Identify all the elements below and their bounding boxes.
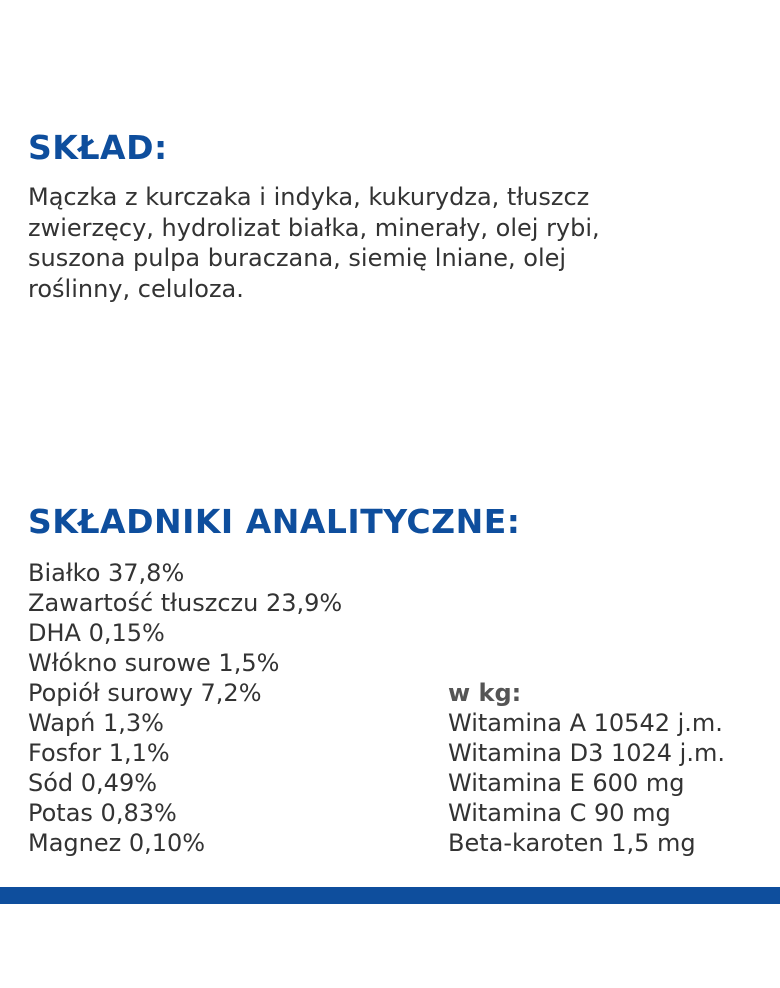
composition-heading: SKŁAD: xyxy=(28,128,168,167)
vitamin-item: Witamina A 10542 j.m. xyxy=(448,709,723,737)
composition-line: roślinny, celuloza. xyxy=(28,274,244,303)
vitamin-item: Witamina C 90 mg xyxy=(448,799,671,827)
nutrient-item: Sód 0,49% xyxy=(28,769,158,797)
nutrient-item: Wapń 1,3% xyxy=(28,709,164,737)
nutrient-item: Magnez 0,10% xyxy=(28,829,206,857)
nutrient-item: Zawartość tłuszczu 23,9% xyxy=(28,589,343,617)
nutrient-item: Popiół surowy 7,2% xyxy=(28,679,262,707)
composition-line: Mączka z kurczaka i indyka, kukurydza, tłuszcz xyxy=(28,183,590,211)
composition-text xyxy=(28,182,758,304)
nutrient-item: Fosfor 1,1% xyxy=(28,739,170,767)
nutrient-item: Białko 37,8% xyxy=(28,559,185,587)
composition-line: suszona pulpa buraczana, siemię lniane, olej xyxy=(28,244,567,272)
nutrient-item: DHA 0,15% xyxy=(28,619,165,647)
vitamin-item: Witamina E 600 mg xyxy=(448,769,685,797)
vitamin-item: Beta-karoten 1,5 mg xyxy=(448,829,696,857)
vitamins-title: w kg: xyxy=(448,679,522,707)
nutrient-item: Włókno surowe 1,5% xyxy=(28,649,280,677)
footer-blue-bar xyxy=(0,887,780,904)
nutrients-list xyxy=(28,558,342,858)
analytic-heading: SKŁADNIKI ANALITYCZNE: xyxy=(28,502,521,541)
vitamins-list xyxy=(448,678,725,858)
vitamin-item: Witamina D3 1024 j.m. xyxy=(448,739,725,767)
nutrient-item: Potas 0,83% xyxy=(28,799,177,827)
composition-line: zwierzęcy, hydrolizat białka, minerały, olej rybi, xyxy=(28,213,600,242)
